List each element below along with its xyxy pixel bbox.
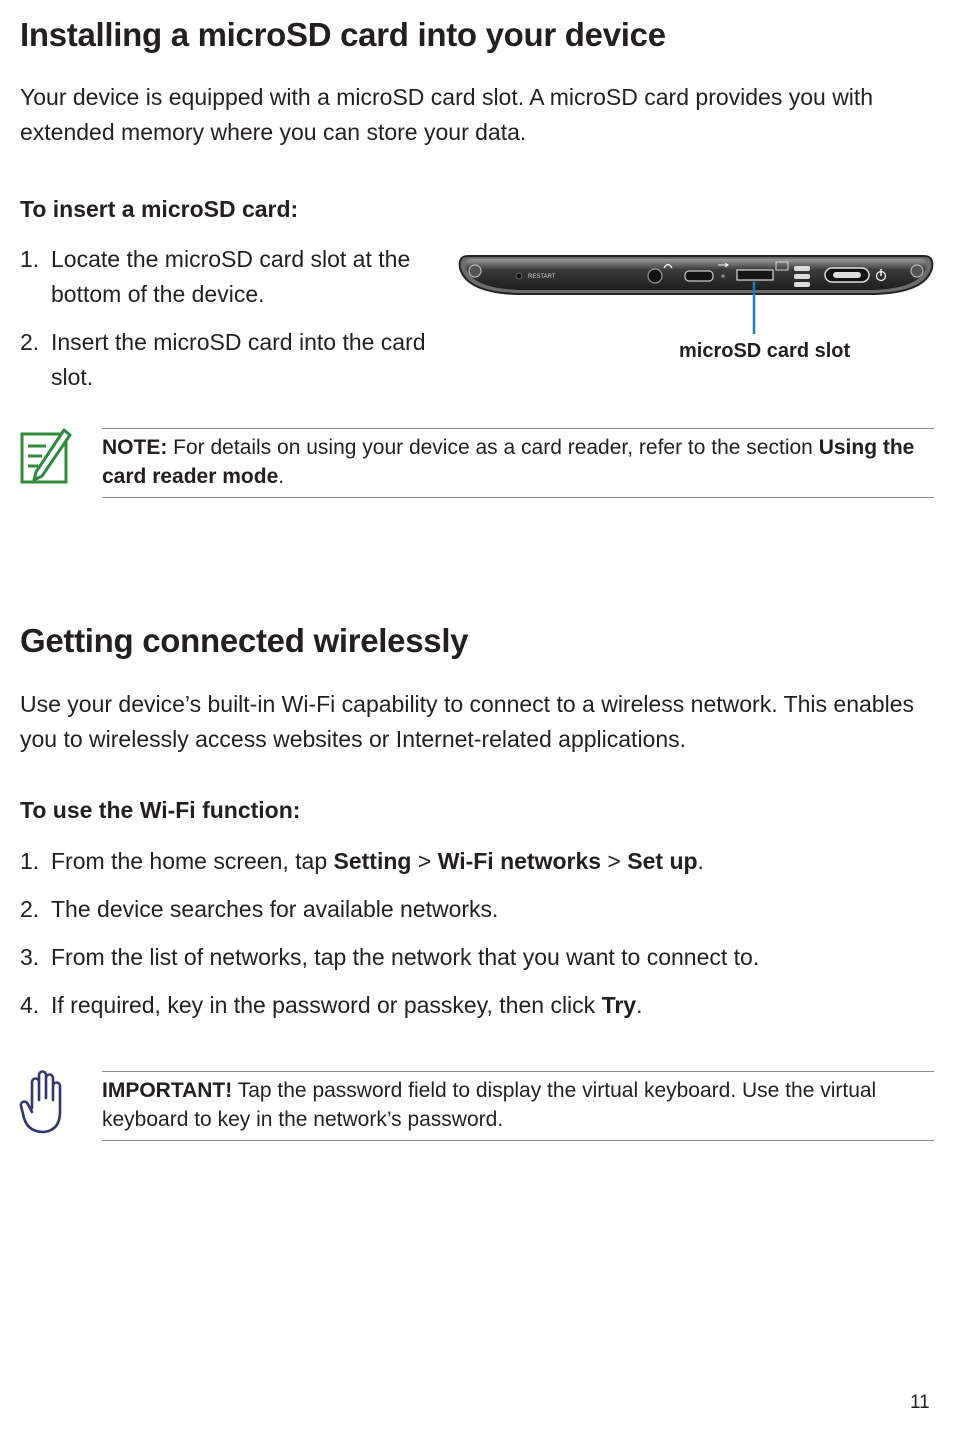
section-title-microsd: Installing a microSD card into your device bbox=[20, 16, 666, 53]
note-pencil-icon bbox=[20, 426, 72, 486]
note-link: Using the card reader mode bbox=[102, 436, 915, 488]
microsd-steps bbox=[20, 242, 430, 395]
important-lead: IMPORTANT! bbox=[102, 1079, 233, 1102]
important-text: Tap the password field to display the virtual keyboard. Use the virtual keyboard to key in the network’s password. bbox=[102, 1079, 877, 1131]
screw-right-icon bbox=[911, 265, 923, 277]
restart-label: RESTART bbox=[528, 274, 556, 280]
hand-stop-icon bbox=[18, 1068, 66, 1136]
wifi-subheading: To use the Wi-Fi function: bbox=[20, 797, 301, 823]
headphone-jack-icon bbox=[648, 269, 662, 283]
wifi-steps bbox=[20, 844, 935, 1023]
note-callout: NOTE: For details on using your device as a card reader, refer to the section Using the card reader mode. bbox=[102, 428, 934, 498]
note-lead: NOTE: bbox=[102, 436, 168, 459]
list-item: 3. From the list of networks, tap the network that you want to connect to. bbox=[20, 944, 760, 970]
list-item: 4. If required, key in the password or passkey, then click Try. bbox=[20, 992, 643, 1018]
screw-left-icon bbox=[469, 265, 481, 277]
section-title-wifi: Getting connected wirelessly bbox=[20, 622, 469, 659]
page-number: 11 bbox=[910, 1392, 930, 1413]
restart-hole-icon bbox=[516, 273, 522, 279]
list-item: 1. From the home screen, tap Setting > Wi-Fi networks > Set up. bbox=[20, 848, 704, 874]
mini-usb-port-icon bbox=[685, 271, 713, 281]
microsd-slot-label: microSD card slot bbox=[679, 340, 851, 362]
microsd-subheading: To insert a microSD card: bbox=[20, 196, 299, 222]
microsd-slot bbox=[737, 270, 773, 280]
list-item: 1. Locate the microSD card slot at the bottom of the device. bbox=[20, 246, 411, 307]
important-callout bbox=[102, 1071, 934, 1141]
note-text: For details on using your device as a card reader, refer to the section bbox=[167, 436, 819, 459]
device-bottom-illustration bbox=[456, 252, 936, 336]
list-item: 2. The device searches for available networks. bbox=[20, 896, 499, 922]
wifi-intro: Use your device’s built-in Wi-Fi capability to connect to a wireless network. This enables you to wirelessly access websites or Internet-related applications. bbox=[20, 691, 914, 752]
list-item: 2. Insert the microSD card into the card slot. bbox=[20, 329, 426, 390]
microsd-intro: Your device is equipped with a microSD card slot. A microSD card provides you with extended memory where you can store your data. bbox=[20, 84, 874, 145]
